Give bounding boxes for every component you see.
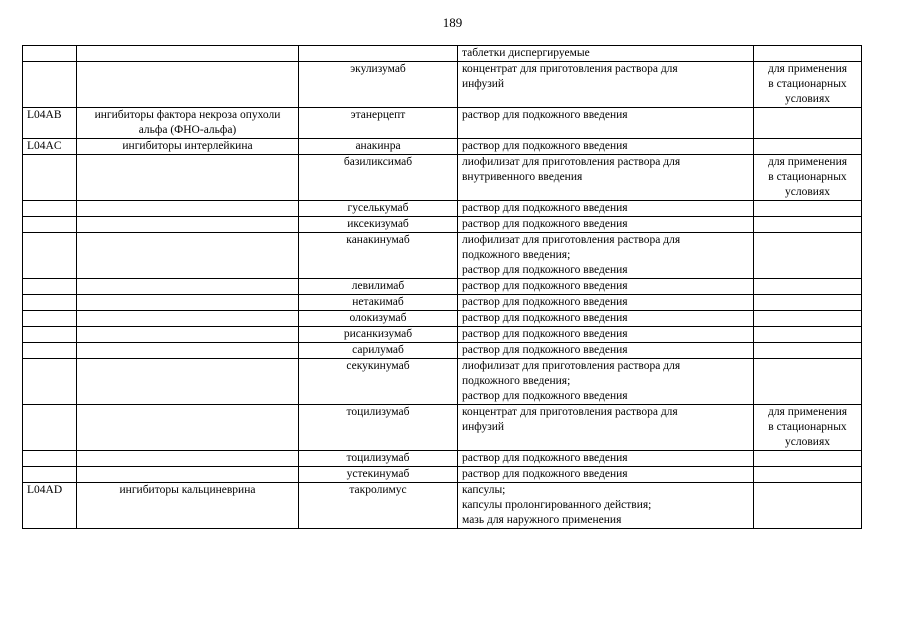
inn-cell: тоцилизумаб <box>299 405 458 451</box>
cell-line: раствор для подкожного введения <box>462 218 628 230</box>
dosage-form-cell <box>458 405 754 451</box>
cell-line: капсулы пролонгированного действия; <box>462 499 652 511</box>
table-row <box>23 217 862 233</box>
table-row <box>23 311 862 327</box>
note-cell <box>754 327 862 343</box>
atc-code-cell <box>23 155 77 201</box>
cell-line: для применения <box>767 156 848 168</box>
note-cell <box>754 295 862 311</box>
note-cell <box>754 311 862 327</box>
group-name-cell <box>77 405 299 451</box>
dosage-form-cell <box>458 155 754 201</box>
atc-code-cell <box>23 201 77 217</box>
table-row <box>23 108 862 139</box>
drug-table <box>22 45 862 529</box>
inn-cell: этанерцепт <box>299 108 458 139</box>
atc-code-cell <box>23 451 77 467</box>
cell-line: условиях <box>785 436 830 448</box>
atc-code-cell <box>23 217 77 233</box>
dosage-form-cell <box>458 46 754 62</box>
cell-line: таблетки диспергируемые <box>462 47 590 59</box>
drug-table-body <box>23 46 862 529</box>
cell-line: ингибиторы кальциневрина <box>119 484 256 496</box>
note-cell <box>754 108 862 139</box>
cell-line: для применения <box>767 63 848 75</box>
inn-cell: канакинумаб <box>299 233 458 279</box>
atc-code-cell <box>23 46 77 62</box>
dosage-form-cell <box>458 451 754 467</box>
group-name-cell <box>77 62 299 108</box>
note-cell <box>754 467 862 483</box>
inn-cell: левилимаб <box>299 279 458 295</box>
cell-line: инфузий <box>462 78 505 90</box>
atc-code-cell: L04AD <box>23 483 77 529</box>
cell-line: раствор для подкожного введения <box>462 468 628 480</box>
cell-line: подкожного введения; <box>462 249 571 261</box>
note-cell <box>754 359 862 405</box>
cell-line: концентрат для приготовления раствора для <box>462 63 678 75</box>
cell-line: раствор для подкожного введения <box>462 264 628 276</box>
cell-line: раствор для подкожного введения <box>462 280 628 292</box>
table-row <box>23 201 862 217</box>
table-row <box>23 343 862 359</box>
cell-line: раствор для подкожного введения <box>462 202 628 214</box>
inn-cell: такролимус <box>299 483 458 529</box>
group-name-cell <box>77 217 299 233</box>
table-row <box>23 139 862 155</box>
cell-line: раствор для подкожного введения <box>462 140 628 152</box>
cell-line: условиях <box>785 186 830 198</box>
cell-line: для применения <box>767 406 848 418</box>
group-name-cell <box>77 46 299 62</box>
cell-line: в стационарных <box>768 78 847 90</box>
atc-code-cell <box>23 327 77 343</box>
dosage-form-cell <box>458 359 754 405</box>
inn-cell <box>299 46 458 62</box>
group-name-cell <box>77 139 299 155</box>
cell-line: раствор для подкожного введения <box>462 452 628 464</box>
cell-line: ингибиторы фактора некроза опухоли <box>94 109 281 121</box>
group-name-cell <box>77 201 299 217</box>
table-row <box>23 327 862 343</box>
cell-line: внутривенного введения <box>462 171 583 183</box>
atc-code-cell <box>23 343 77 359</box>
cell-line: подкожного введения; <box>462 375 571 387</box>
note-cell <box>754 451 862 467</box>
dosage-form-cell <box>458 327 754 343</box>
dosage-form-cell <box>458 295 754 311</box>
dosage-form-cell <box>458 217 754 233</box>
page-number: 189 <box>442 15 463 30</box>
inn-cell: секукинумаб <box>299 359 458 405</box>
group-name-cell <box>77 327 299 343</box>
note-cell <box>754 62 862 108</box>
cell-line: ингибиторы интерлейкина <box>122 140 253 152</box>
atc-code-cell: L04AB <box>23 108 77 139</box>
note-cell <box>754 279 862 295</box>
atc-code-cell <box>23 279 77 295</box>
group-name-cell <box>77 451 299 467</box>
group-name-cell <box>77 233 299 279</box>
dosage-form-cell <box>458 233 754 279</box>
dosage-form-cell <box>458 139 754 155</box>
atc-code-cell <box>23 233 77 279</box>
inn-cell: сарилумаб <box>299 343 458 359</box>
atc-code-cell <box>23 62 77 108</box>
cell-line: капсулы; <box>462 484 506 496</box>
group-name-cell <box>77 108 299 139</box>
note-cell <box>754 139 862 155</box>
cell-line: раствор для подкожного введения <box>462 328 628 340</box>
table-row <box>23 62 862 108</box>
table-row <box>23 405 862 451</box>
note-cell <box>754 483 862 529</box>
table-row <box>23 467 862 483</box>
group-name-cell <box>77 279 299 295</box>
cell-line: в стационарных <box>768 421 847 433</box>
dosage-form-cell <box>458 343 754 359</box>
note-cell <box>754 343 862 359</box>
dosage-form-cell <box>458 311 754 327</box>
table-row <box>23 359 862 405</box>
inn-cell: иксекизумаб <box>299 217 458 233</box>
note-cell <box>754 155 862 201</box>
inn-cell: тоцилизумаб <box>299 451 458 467</box>
inn-cell: рисанкизумаб <box>299 327 458 343</box>
table-row <box>23 295 862 311</box>
note-cell <box>754 217 862 233</box>
cell-line: в стационарных <box>768 171 847 183</box>
atc-code-cell <box>23 467 77 483</box>
cell-line: инфузий <box>462 421 505 433</box>
inn-cell: олокизумаб <box>299 311 458 327</box>
atc-code-cell <box>23 295 77 311</box>
dosage-form-cell <box>458 108 754 139</box>
dosage-form-cell <box>458 483 754 529</box>
group-name-cell <box>77 155 299 201</box>
note-cell <box>754 46 862 62</box>
inn-cell: нетакимаб <box>299 295 458 311</box>
cell-line: лиофилизат для приготовления раствора для <box>462 156 681 168</box>
cell-line: мазь для наружного применения <box>462 514 622 526</box>
group-name-cell <box>77 343 299 359</box>
group-name-cell <box>77 483 299 529</box>
atc-code-cell <box>23 405 77 451</box>
cell-line: альфа (ФНО-альфа) <box>138 124 237 136</box>
inn-cell: гуселькумаб <box>299 201 458 217</box>
group-name-cell <box>77 311 299 327</box>
table-row <box>23 483 862 529</box>
inn-cell: базиликсимаб <box>299 155 458 201</box>
note-cell <box>754 201 862 217</box>
group-name-cell <box>77 467 299 483</box>
cell-line: раствор для подкожного введения <box>462 296 628 308</box>
table-row <box>23 46 862 62</box>
inn-cell: анакинра <box>299 139 458 155</box>
cell-line: раствор для подкожного введения <box>462 344 628 356</box>
dosage-form-cell <box>458 62 754 108</box>
dosage-form-cell <box>458 467 754 483</box>
group-name-cell <box>77 359 299 405</box>
cell-line: раствор для подкожного введения <box>462 390 628 402</box>
atc-code-cell <box>23 359 77 405</box>
cell-line: лиофилизат для приготовления раствора для <box>462 234 681 246</box>
atc-code-cell: L04AC <box>23 139 77 155</box>
table-row <box>23 451 862 467</box>
cell-line: раствор для подкожного введения <box>462 109 628 121</box>
table-row <box>23 233 862 279</box>
dosage-form-cell <box>458 201 754 217</box>
table-row <box>23 279 862 295</box>
cell-line: условиях <box>785 93 830 105</box>
group-name-cell <box>77 295 299 311</box>
inn-cell: устекинумаб <box>299 467 458 483</box>
cell-line: концентрат для приготовления раствора для <box>462 406 678 418</box>
atc-code-cell <box>23 311 77 327</box>
dosage-form-cell <box>458 279 754 295</box>
inn-cell: экулизумаб <box>299 62 458 108</box>
note-cell <box>754 233 862 279</box>
cell-line: лиофилизат для приготовления раствора для <box>462 360 681 372</box>
cell-line: раствор для подкожного введения <box>462 312 628 324</box>
table-row <box>23 155 862 201</box>
note-cell <box>754 405 862 451</box>
